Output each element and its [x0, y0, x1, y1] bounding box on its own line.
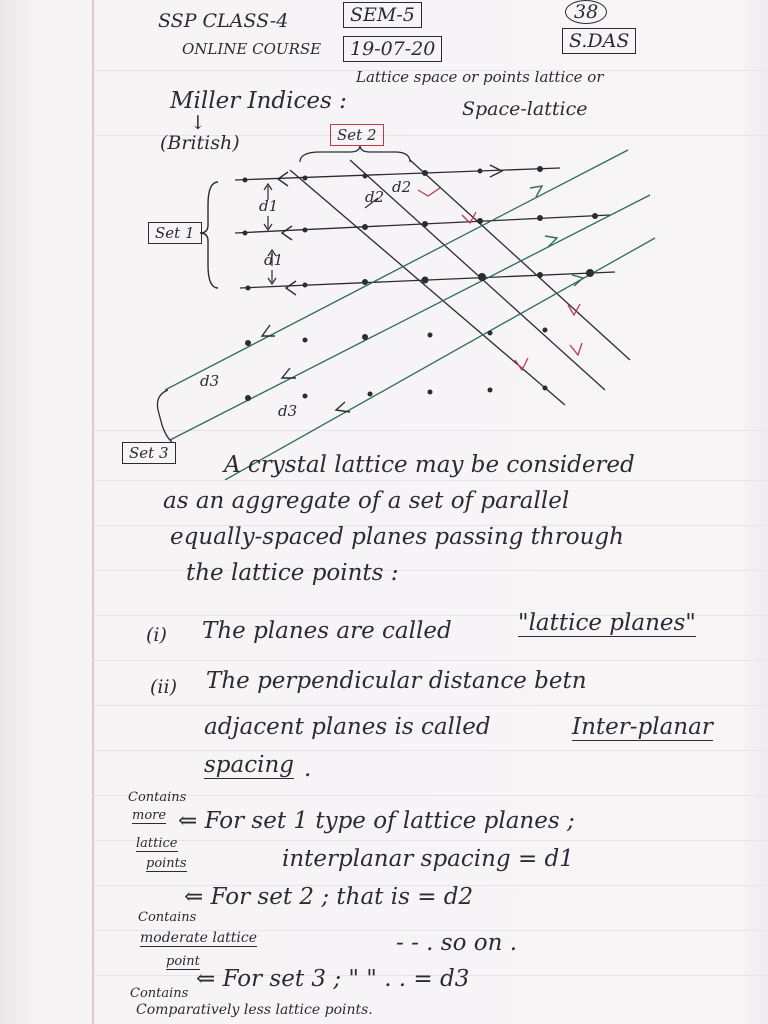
set3-label: Set 3 [122, 442, 176, 464]
d2-label-repeat: d2 [392, 178, 412, 196]
point2-end: . [304, 756, 312, 782]
set3-brace [157, 390, 172, 442]
ruled-line [94, 750, 768, 751]
point2-number: (ii) [150, 676, 177, 698]
ruled-line [94, 840, 768, 841]
ruled-line [94, 795, 768, 796]
set2-row1: ⇐ For set 2 ; that is = d2 [184, 884, 474, 910]
body-line1: A crystal lattice may be considered [224, 452, 635, 478]
set1-brace [200, 182, 218, 288]
d1-label-bottom: d1 [264, 251, 284, 269]
set1-row1: ⇐ For set 1 type of lattice planes ; [178, 808, 575, 834]
set3-planes [165, 150, 655, 480]
note3-line2: Comparatively less lattice points. [136, 1002, 373, 1018]
course-title: SSP CLASS-4 [158, 10, 289, 32]
ruled-line [94, 705, 768, 706]
point2-term-spacing: spacing [204, 752, 295, 778]
lattice-diagram [0, 0, 768, 480]
point1-text: The planes are called [202, 618, 452, 644]
miller-title: Miller Indices : [170, 88, 347, 114]
spacing-marks [264, 184, 378, 284]
point2-term-interplanar: Inter-planar [572, 714, 713, 740]
author-box: S.DAS [562, 28, 636, 54]
ruled-line [94, 660, 768, 661]
point1-number: (i) [146, 624, 167, 646]
note1-line1: Contains [128, 790, 187, 805]
semester-box: SEM-5 [343, 2, 422, 28]
direction-arrows-green [530, 186, 583, 286]
miller-arrow: ↓ [190, 112, 206, 134]
ruled-line [94, 480, 768, 481]
point2-line2: adjacent planes is called [204, 714, 491, 740]
miller-origin: (British) [160, 132, 240, 154]
d3-label-left: d3 [200, 372, 220, 390]
body-line2: as an aggregate of a set of parallel [163, 488, 570, 514]
note2-line3: point [166, 954, 200, 969]
body-line4: the lattice points : [186, 560, 399, 586]
point1-term: "lattice planes" [518, 610, 696, 636]
set2-row2: - - . so on . [396, 930, 518, 956]
body-line3: equally-spaced planes passing through [170, 524, 624, 550]
note1-line2: more [132, 808, 167, 823]
lattice-title-line2: Space-lattice [462, 98, 588, 120]
lattice-title-line1: Lattice space or points lattice or [356, 68, 604, 86]
lattice-points [243, 166, 599, 401]
note1-line3: lattice [136, 836, 178, 851]
set1-label: Set 1 [148, 222, 202, 244]
course-mode: ONLINE COURSE [182, 40, 322, 58]
d1-label-top: d1 [259, 197, 279, 215]
set2-planes [290, 160, 630, 405]
set1-row2: interplanar spacing = d1 [282, 846, 574, 872]
note3-line1: Contains [130, 986, 189, 1001]
d2-label: d2 [365, 188, 385, 206]
set3-row: ⇐ For set 3 ; " " . . = d3 [196, 966, 470, 992]
note2-line2: moderate lattice [140, 930, 258, 946]
set2-label: Set 2 [330, 124, 384, 146]
note2-line1: Contains [138, 910, 197, 925]
d3-label-right: d3 [278, 402, 298, 420]
date-box: 19-07-20 [343, 36, 442, 62]
set2-brace [300, 145, 410, 162]
point2-line1: The perpendicular distance betn [206, 668, 587, 694]
note1-line4: points [146, 856, 187, 871]
page-number: 38 [565, 0, 607, 24]
